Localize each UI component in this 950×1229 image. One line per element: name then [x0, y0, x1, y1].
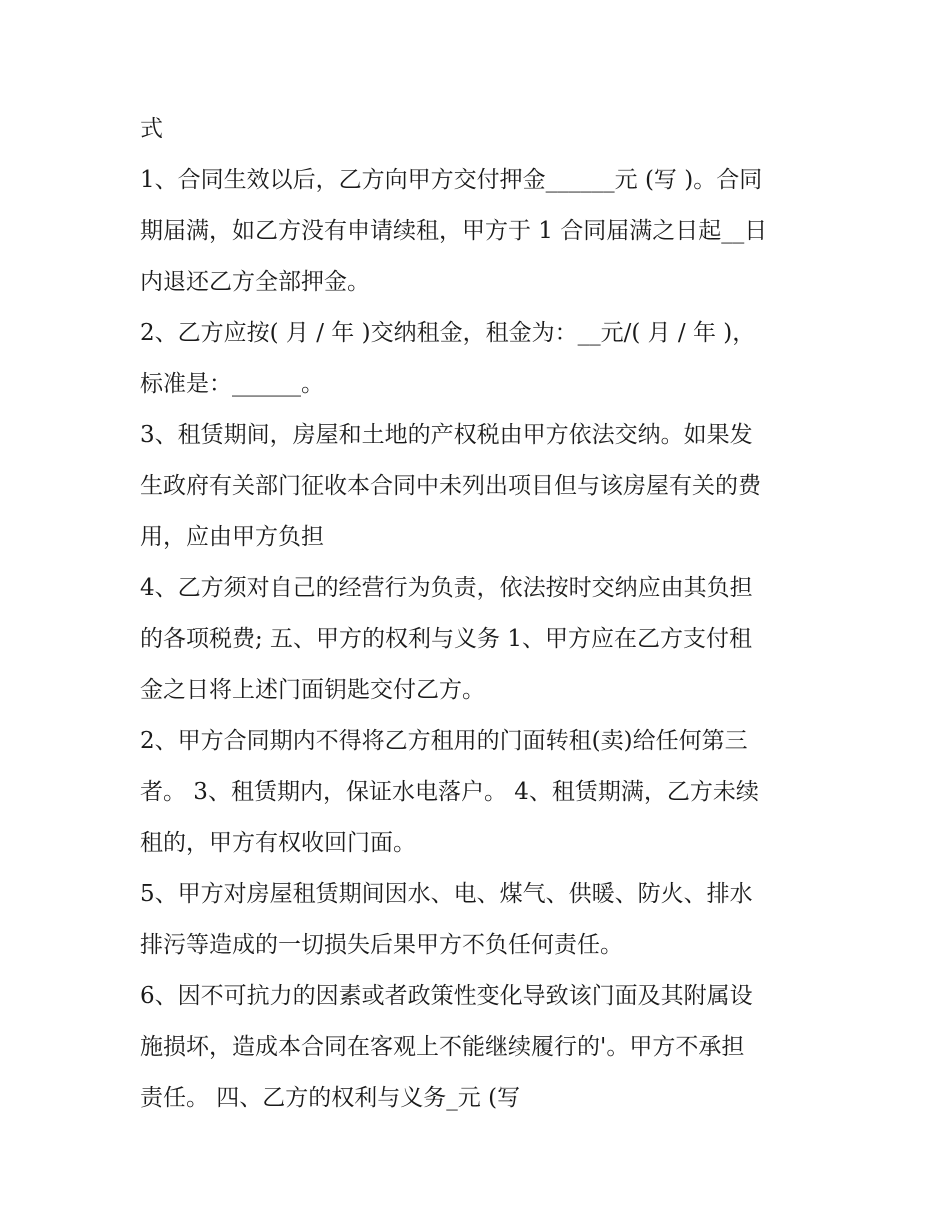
text-line: 金之日将上述门面钥匙交付乙方。: [140, 677, 485, 703]
text-line: 标准是：______。: [140, 371, 324, 397]
document-body: [140, 104, 820, 1124]
text-line: 6、因不可抗力的因素或者政策性变化导致该门面及其附属设: [140, 983, 753, 1009]
text-line: 式: [140, 116, 163, 142]
text-line: 2、乙方应按( 月 / 年 )交纳租金，租金为：__元/( 月 / 年 )，: [140, 320, 756, 346]
text-line: 生政府有关部门征收本合同中未列出项目但与该房屋有关的费: [140, 473, 761, 499]
text-line: 排污等造成的一切损失后果甲方不负任何责任。: [140, 932, 623, 958]
text-line: 期届满，如乙方没有申请续租，甲方于 1 合同届满之日起__日: [140, 218, 768, 244]
text-line: 用，应由甲方负担: [140, 524, 324, 550]
text-line: 内退还乙方全部押金。: [140, 269, 370, 295]
text-line: 租的，甲方有权收回门面。: [140, 830, 416, 856]
text-line: 的各项税费; 五、甲方的权利与义务 1、甲方应在乙方支付租: [140, 626, 753, 652]
text-line: 者。 3、租赁期内，保证水电落户。 4、租赁期满，乙方未续: [140, 779, 759, 805]
text-line: 1、合同生效以后，乙方向甲方交付押金______元 (写 )。合同: [140, 167, 763, 193]
text-line: 5、甲方对房屋租赁期间因水、电、煤气、供暖、防火、排水: [140, 881, 753, 907]
text-line: 3、租赁期间，房屋和土地的产权税由甲方依法交纳。如果发: [140, 422, 753, 448]
text-line: 施损坏，造成本合同在客观上不能继续履行的'。甲方不承担: [140, 1034, 745, 1060]
text-line: 2、甲方合同期内不得将乙方租用的门面转租(卖)给任何第三: [140, 728, 748, 754]
text-line: 4、乙方须对自己的经营行为负责，依法按时交纳应由其负担: [140, 575, 753, 601]
text-line: 责任。 四、乙方的权利与义务_元 (写: [140, 1085, 521, 1111]
